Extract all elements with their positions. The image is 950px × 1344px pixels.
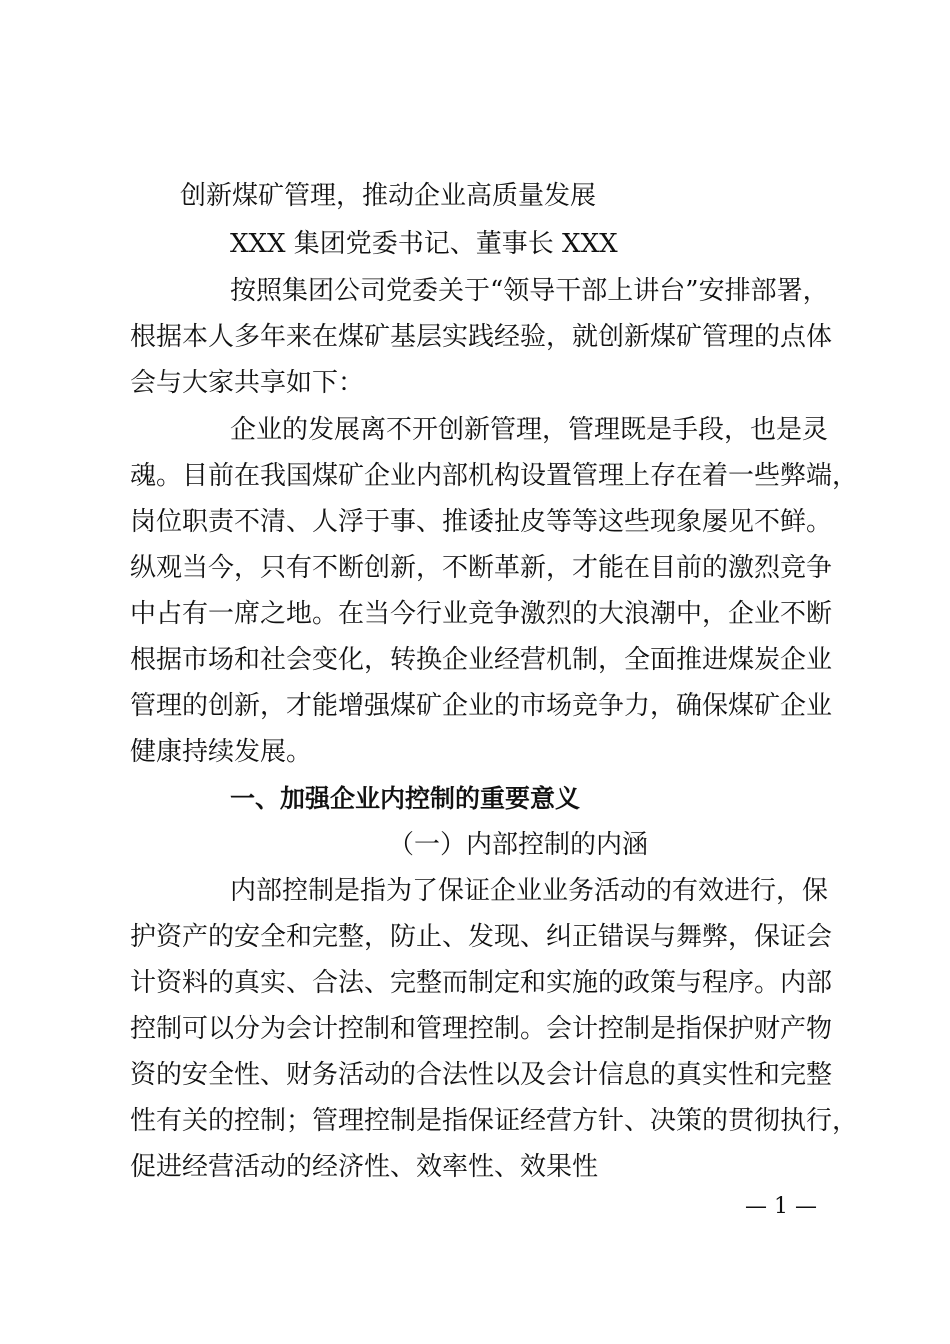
paragraph-line: 计资料的真实、合法、完整而制定和实施的政策与程序。内部: [130, 968, 833, 998]
paragraph-line: 中占有一席之地。在当今行业竞争激烈的大浪潮中，企业不断: [130, 599, 833, 629]
paragraph-line: 护资产的安全和完整，防止、发现、纠正错误与舞弊，保证会: [130, 922, 833, 952]
paragraph-line: 根据本人多年来在煤矿基层实践经验，就创新煤矿管理的点体: [130, 322, 833, 352]
paragraph-line: 纵观当今，只有不断创新，不断革新，才能在目前的激烈竞争: [130, 553, 833, 583]
paragraph-line: 健康持续发展。: [130, 737, 313, 767]
author-line: XXX 集团党委书记、董事长 XXX: [230, 229, 618, 259]
paragraph-line: 企业的发展离不开创新管理，管理既是手段，也是灵: [230, 415, 829, 445]
paragraph-line: 根据市场和社会变化，转换企业经营机制，全面推进煤炭企业: [130, 645, 833, 675]
paragraph-line: 性有关的控制；管理控制是指保证经营方针、决策的贯彻执行，: [130, 1106, 859, 1136]
paragraph-line: 促进经营活动的经济性、效率性、效果性: [130, 1152, 599, 1182]
paragraph-line: 岗位职责不清、人浮于事、推诿扯皮等等这些现象屡见不鲜。: [130, 507, 833, 537]
subsection-heading: （一）内部控制的内涵: [388, 830, 649, 860]
paragraph-line: 会与大家共享如下：: [130, 368, 365, 398]
paragraph-line: 管理的创新，才能增强煤矿企业的市场竞争力，确保煤矿企业: [130, 691, 833, 721]
paragraph-line: 控制可以分为会计控制和管理控制。会计控制是指保护财产物: [130, 1014, 833, 1044]
paragraph-line: 按照集团公司党委关于“领导干部上讲台”安排部署，: [230, 276, 829, 306]
section-heading: 一、加强企业内控制的重要意义: [230, 784, 581, 813]
paragraph-line: 资的安全性、财务活动的合法性以及会计信息的真实性和完整: [130, 1060, 833, 1090]
document-title: 创新煤矿管理，推动企业高质量发展: [180, 181, 597, 211]
paragraph-line: 内部控制是指为了保证企业业务活动的有效进行，保: [230, 876, 829, 906]
page-number: — 1 —: [745, 1194, 817, 1219]
paragraph-line: 魂。目前在我国煤矿企业内部机构设置管理上存在着一些弊端，: [130, 461, 859, 491]
